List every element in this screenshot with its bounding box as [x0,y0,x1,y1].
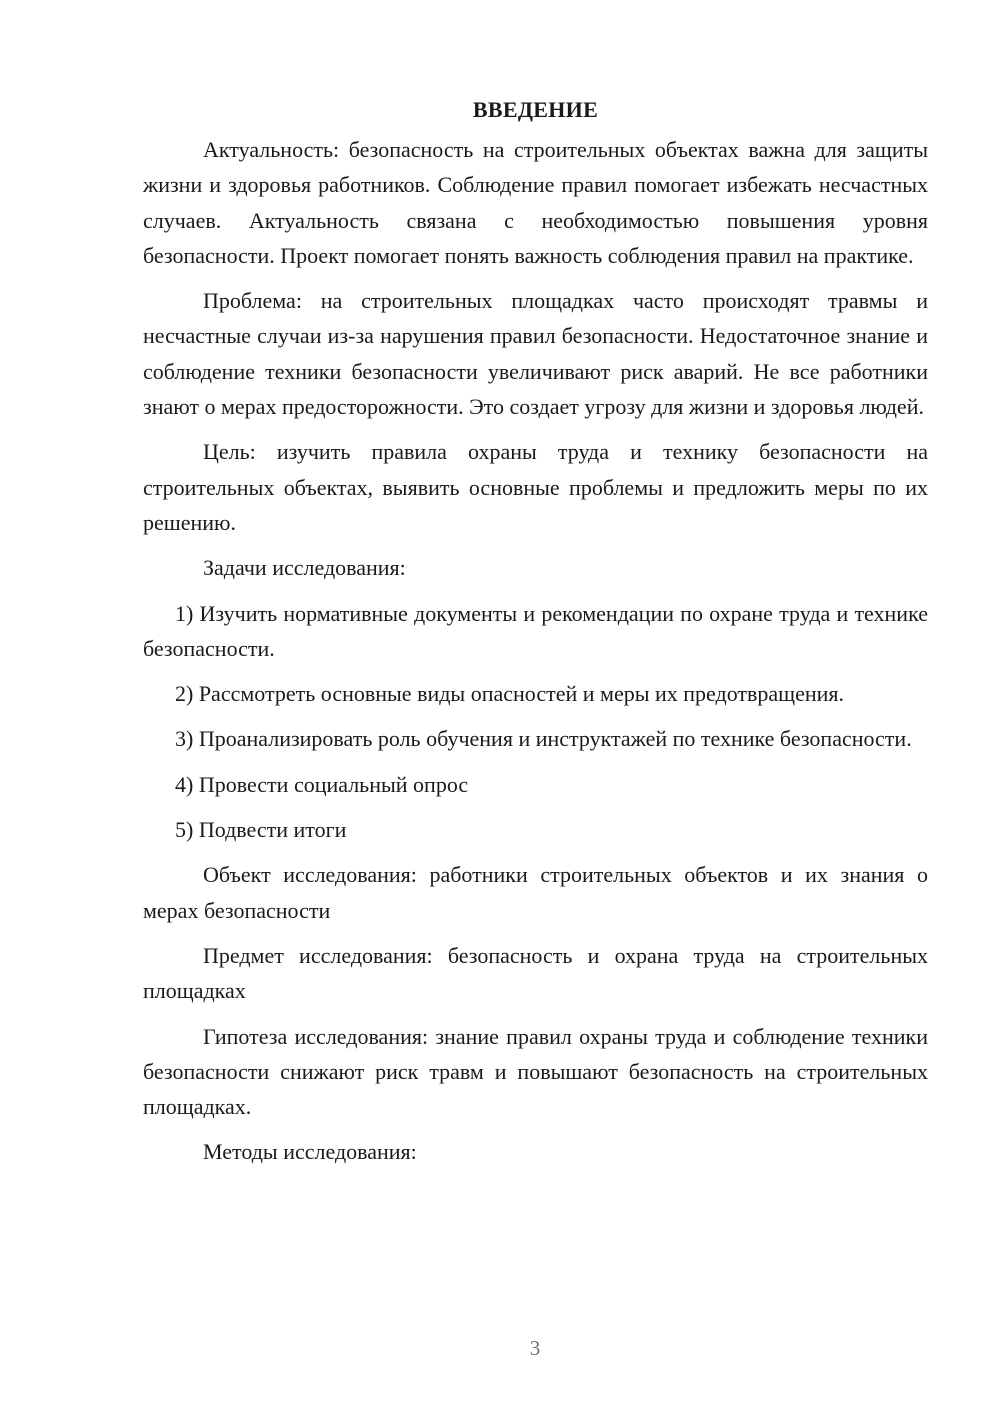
paragraph-goal: Цель: изучить правила охраны труда и технику безопасности на строительных объектах, выявить основные проблемы и предложить меры по их решению. [143,439,928,535]
list-item-task-1: 1) Изучить нормативные документы и рекомендации по охране труда и технике безопасности. [143,600,928,661]
page-title: ВВЕДЕНИЕ [472,97,599,122]
paragraph-relevance: Актуальность: безопасность на строительных объектах важна для защиты жизни и здоровья работников. Соблюдение правил помогает избежать несчастных случаев. Актуальность связана с необходимостью повышения уровня безопасности. Проект помогает понять важность соблюдения правил на практике. [143,137,928,268]
paragraph-subject: Предмет исследования: безопасность и охрана труда на строительных площадках [143,942,928,1004]
list-item-task-2: 2) Рассмотреть основные виды опасностей и меры их предотвращения. [175,681,845,707]
list-item-task-4: 4) Провести социальный опрос [175,771,469,797]
paragraph-tasks-heading: Задачи исследования: [203,555,406,581]
list-item-task-5: 5) Подвести итоги [175,817,347,843]
paragraph-object: Объект исследования: работники строительных объектов и их знания о мерах безопасности [143,862,928,923]
document-page [143,92,928,1180]
list-item-task-3: 3) Проанализировать роль обучения и инструктажей по технике безопасности. [175,726,912,752]
paragraph-methods: Методы исследования: [203,1139,417,1165]
page-number: 3 [529,1336,541,1360]
paragraph-problem: Проблема: на строительных площадках часто происходят травмы и несчастные случаи из-за нарушения правил безопасности. Недостаточное знание и соблюдение техники безопасности увеличивают риск аварий. Не все работники знают о мерах предосторожности. Это создает угрозу для жизни и здоровья людей. [143,288,928,420]
paragraph-hypothesis: Гипотеза исследования: знание правил охраны труда и соблюдение техники безопасности снижают риск травм и повышают безопасность на строительных площадках. [143,1023,928,1120]
